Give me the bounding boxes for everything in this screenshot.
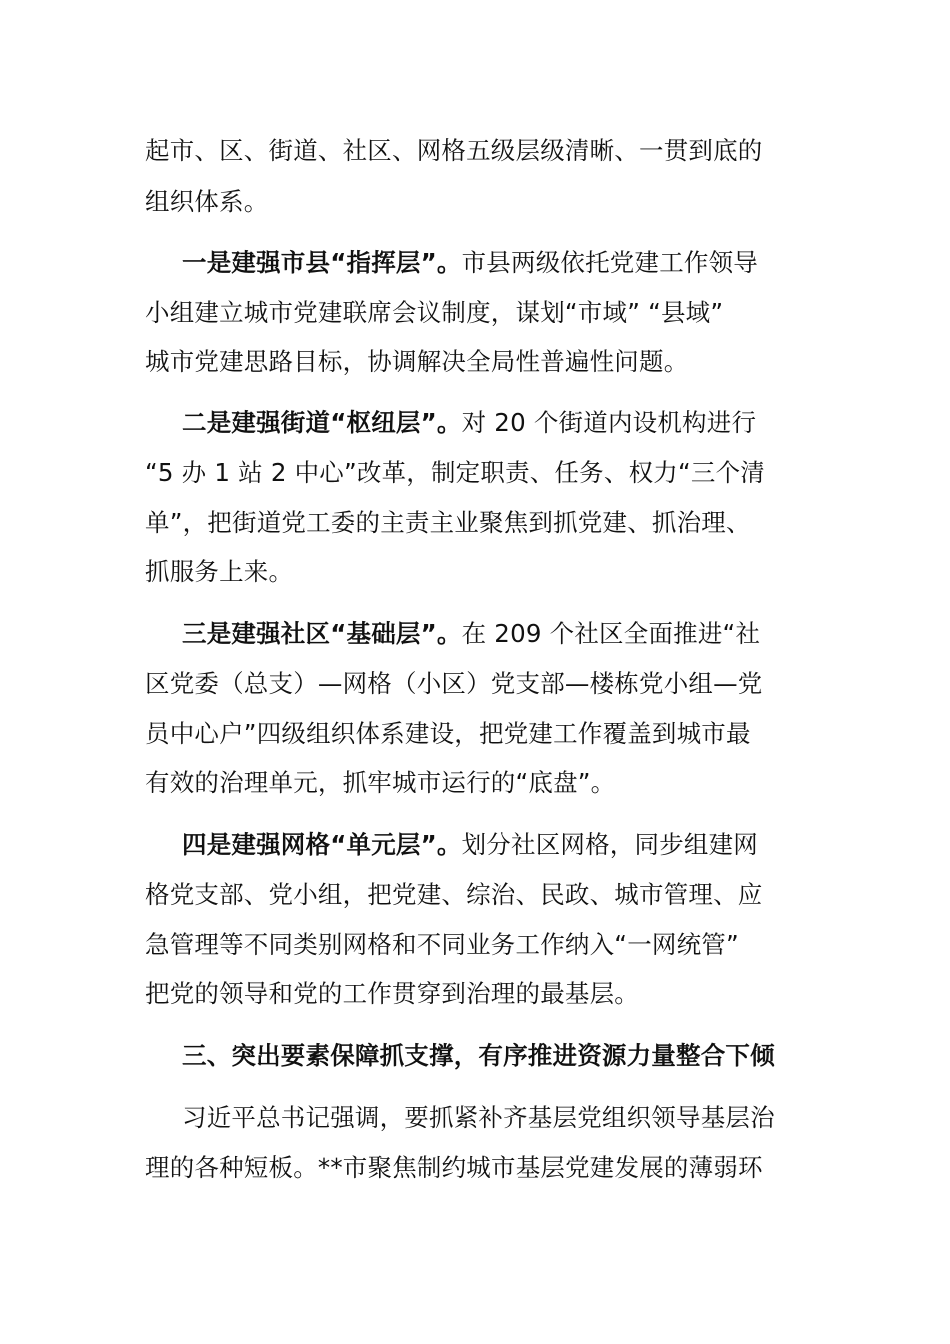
text-line: 组织体系。 [145,187,269,216]
paragraph-text: 划分社区网格，同步组建网 [461,830,759,859]
text-line: 有效的治理单元，抓牢城市运行的“底盘”。 [145,768,616,797]
text-line: “5 办 1 站 2 中心”改革，制定职责、任务、权力“三个清 [145,458,765,487]
text-line: 急管理等不同类别网格和不同业务工作纳入“一网统管” [145,930,739,959]
text-line: 抓服务上来。 [145,557,294,586]
paragraph-lead: 一是建强市县“指挥层”。 [182,248,462,277]
paragraph-first-line [182,825,810,865]
section-heading: 三、突出要素保障抓支撑，有序推进资源力量整合下倾 [182,1041,775,1070]
paragraph-text: 市县两级依托党建工作领导 [461,248,759,277]
paragraph-first-line: 习近平总书记强调，要抓紧补齐基层党组织领导基层治 [182,1103,775,1132]
paragraph-lead: 二是建强街道“枢纽层”。 [182,408,462,437]
paragraph-text: 对 20 个街道内设机构进行 [461,408,757,437]
text-line: 城市党建思路目标，协调解决全局性普遍性问题。 [145,347,689,376]
paragraph-first-line [182,614,810,654]
text-line: 单”，把街道党工委的主责主业聚焦到抓党建、抓治理、 [145,508,751,537]
paragraph-lead: 三是建强社区“基础层”。 [182,619,462,648]
text-line: 起市、区、街道、社区、网格五级层级清晰、一贯到底的 [145,136,763,165]
paragraph-first-line [182,403,810,443]
paragraph-first-line [182,243,810,283]
text-line: 员中心户”四级组织体系建设，把党建工作覆盖到城市最 [145,719,751,748]
text-line: 理的各种短板。**市聚焦制约城市基层党建发展的薄弱环 [145,1153,763,1182]
text-line: 小组建立城市党建联席会议制度，谋划“市域” “县域” [145,298,724,327]
text-line: 把党的领导和党的工作贯穿到治理的最基层。 [145,979,639,1008]
paragraph-text: 在 209 个社区全面推进“社 [461,619,761,648]
text-line: 区党委（总支）—网格（小区）党支部—楼栋党小组—党 [145,669,763,698]
text-line: 格党支部、党小组，把党建、综治、民政、城市管理、应 [145,880,763,909]
paragraph-lead: 四是建强网格“单元层”。 [182,830,462,859]
